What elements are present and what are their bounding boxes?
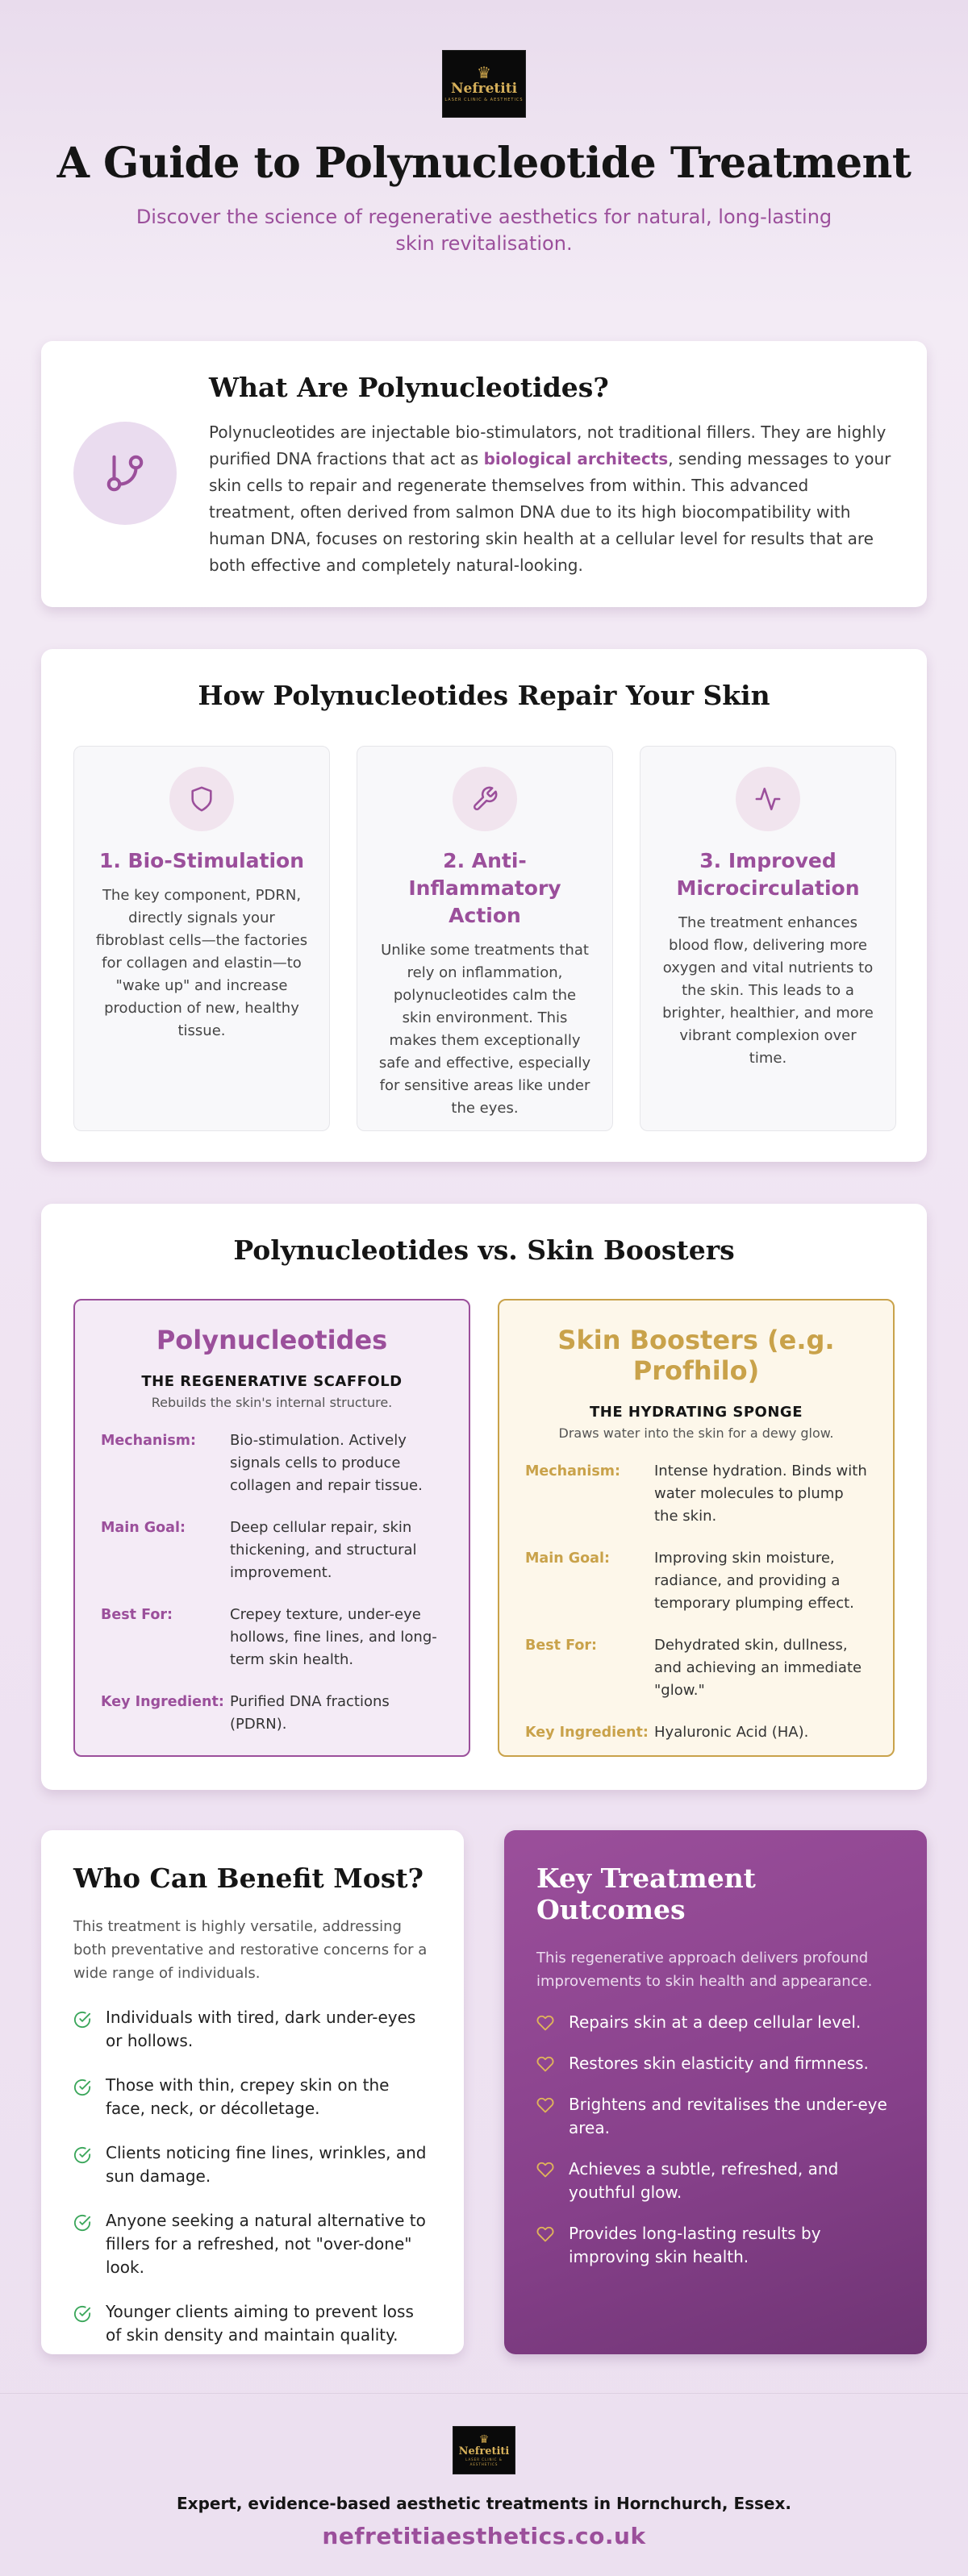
what-text: Polynucleotides are injectable bio-stimulators, not traditional fillers. They are highly purified DNA fractions that act as biological architects, sending messages to your skin cells to repair and regenerate themselves from within. This advanced treatment, often derived from salmon DNA due to its high biocompatibility with human DNA, focuses on restoring skin health at a cellular level for results that are both effective and completely natural-looking.: [209, 422, 891, 575]
check-circle-icon: [73, 2214, 91, 2232]
outcomes-heading: Key Treatment Outcomes: [536, 1862, 756, 1925]
column-tag-sub: Rebuilds the skin's internal structure.: [151, 1395, 393, 1410]
row-value: Purified DNA fractions (PDRN).: [230, 1693, 390, 1733]
row-value: Bio-stimulation. Actively signals cells to produce collagen and repair tissue.: [230, 1432, 423, 1494]
column-tag-sub: Draws water into the skin for a dewy glow.: [558, 1425, 834, 1441]
comparison-row: [525, 1460, 867, 1528]
list-item: [73, 2141, 432, 2188]
list-item: [536, 2222, 895, 2269]
comparison-row: [101, 1429, 443, 1497]
heart-icon: [536, 2055, 554, 2073]
benefit-text: Younger clients aiming to prevent loss of skin density and maintain quality.: [106, 2302, 414, 2345]
pulse-icon: [736, 767, 800, 831]
row-label: Main Goal:: [525, 1550, 610, 1567]
page-title: A Guide to Polynucleotide Treatment: [56, 139, 912, 188]
list-item: [73, 2209, 432, 2279]
list-item: [536, 2011, 895, 2034]
row-label: Best For:: [101, 1607, 173, 1623]
row-value: Deep cellular repair, skin thickening, and structural improvement.: [230, 1519, 417, 1581]
logo-text: Nefretiti: [450, 81, 518, 97]
column-tag: THE HYDRATING SPONGE: [589, 1404, 803, 1421]
row-label: Best For:: [525, 1638, 597, 1654]
list-item: [73, 2006, 432, 2053]
what-are-card: [41, 341, 927, 607]
shield-icon: [169, 767, 234, 831]
page-subtitle: Discover the science of regenerative aesthetics for natural, long-lasting skin revitalisation.: [136, 206, 832, 255]
row-label: Key Ingredient:: [101, 1694, 224, 1710]
column-tag: THE REGENERATIVE SCAFFOLD: [141, 1373, 403, 1390]
what-heading: What Are Polynucleotides?: [209, 372, 609, 403]
list-item: [73, 2300, 432, 2347]
benefit-text: Anyone seeking a natural alternative to fillers for a refreshed, not "over-done" look.: [106, 2211, 426, 2277]
row-value: Crepey texture, under-eye hollows, fine lines, and long-term skin health.: [230, 1606, 437, 1668]
benefit-text: Individuals with tired, dark under-eyes or hollows.: [106, 2008, 416, 2050]
heart-icon: [536, 2161, 554, 2179]
column-title: Polynucleotides: [156, 1325, 388, 1355]
who-heading: Who Can Benefit Most?: [73, 1862, 424, 1894]
step-text: The key component, PDRN, directly signals your fibroblast cells—the factories for collagen and elastin—to "wake up" and increase production of new, healthy tissue.: [95, 887, 308, 1039]
highlight-text: biological architects: [483, 449, 669, 468]
check-circle-icon: [73, 2079, 91, 2096]
benefit-text: Clients noticing fine lines, wrinkles, and sun damage.: [106, 2143, 427, 2186]
who-intro: This treatment is highly versatile, addressing both preventative and restorative concerns for a wide range of individuals.: [73, 1918, 428, 1982]
comparison-row: [525, 1547, 867, 1615]
step-text: Unlike some treatments that rely on inflammation, polynucleotides calm the skin environment. This makes them exceptionally safe and effective, especially for sensitive areas like under the eyes.: [378, 942, 591, 1117]
row-value: Intense hydration. Binds with water molecules to plump the skin.: [654, 1463, 867, 1525]
step-title: 2. Anti-Inflammatory Action: [408, 849, 561, 927]
wrench-icon: [453, 767, 517, 831]
branch-icon: [73, 422, 177, 525]
comparison-row: [525, 1634, 867, 1702]
heart-icon: [536, 2014, 554, 2032]
polynucleotides-column: [73, 1299, 470, 1757]
header: [0, 0, 968, 290]
comparison-row: [101, 1517, 443, 1584]
outcome-text: Provides long-lasting results by improving skin health.: [569, 2224, 821, 2266]
comparison-heading: Polynucleotides vs. Skin Boosters: [233, 1234, 735, 1266]
outcomes-card: [504, 1830, 927, 2354]
row-label: Mechanism:: [525, 1463, 621, 1479]
skin-boosters-column: [498, 1299, 895, 1757]
step-title: 1. Bio-Stimulation: [98, 849, 305, 872]
heart-icon: [536, 2096, 554, 2114]
outcome-text: Restores skin elasticity and firmness.: [569, 2054, 869, 2073]
row-value: Dehydrated skin, dullness, and achieving an immediate "glow.": [654, 1637, 862, 1699]
how-heading: How Polynucleotides Repair Your Skin: [198, 680, 770, 711]
check-circle-icon: [73, 2305, 91, 2323]
step-microcirculation: [640, 746, 896, 1131]
comparison-row: [101, 1691, 443, 1736]
check-circle-icon: [73, 2011, 91, 2029]
outcome-text: Repairs skin at a deep cellular level.: [569, 2012, 862, 2032]
list-item: [536, 2052, 895, 2075]
column-title: Skin Boosters (e.g. Profhilo): [557, 1325, 835, 1386]
how-card: [41, 649, 927, 1162]
row-value: Improving skin moisture, radiance, and providing a temporary plumping effect.: [654, 1550, 854, 1612]
row-value: Hyaluronic Acid (HA).: [654, 1724, 809, 1741]
row-label: Main Goal:: [101, 1520, 186, 1536]
website-link[interactable]: nefretitiaesthetics.co.uk: [322, 2523, 646, 2549]
footer: [0, 2393, 968, 2576]
check-circle-icon: [73, 2146, 91, 2164]
crown-icon: ♛: [478, 2432, 490, 2446]
row-label: Key Ingredient:: [525, 1725, 649, 1741]
benefit-text: Those with thin, crepey skin on the face, neck, or décolletage.: [106, 2075, 390, 2118]
outcome-text: Achieves a subtle, refreshed, and youthful glow.: [569, 2159, 839, 2202]
footer-tagline: Expert, evidence-based aesthetic treatments in Hornchurch, Essex.: [177, 2494, 791, 2513]
who-benefits-card: [41, 1830, 464, 2354]
comparison-row: [525, 1721, 867, 1744]
outcome-text: Brightens and revitalises the under-eye area.: [569, 2095, 887, 2137]
list-item: [73, 2074, 432, 2120]
list-item: [536, 2158, 895, 2204]
brand-logo: [442, 50, 526, 118]
comparison-row: [101, 1604, 443, 1671]
logo-subtext: LASER CLINIC & AESTHETICS: [465, 2457, 503, 2466]
row-label: Mechanism:: [101, 1433, 197, 1449]
logo-subtext: LASER CLINIC & AESTHETICS: [444, 98, 524, 102]
logo-text: Nefretiti: [458, 2445, 510, 2457]
list-item: [536, 2093, 895, 2140]
step-anti-inflammatory: [357, 746, 613, 1131]
crown-icon: ♛: [477, 63, 491, 82]
comparison-card: [41, 1204, 927, 1790]
step-title: 3. Improved Microcirculation: [676, 849, 860, 900]
footer-logo: [453, 2426, 515, 2474]
step-text: The treatment enhances blood flow, delivering more oxygen and vital nutrients to the skin. This leads to a brighter, healthier, and more vibrant complexion over time.: [662, 914, 874, 1067]
step-bio-stimulation: [73, 746, 330, 1131]
heart-icon: [536, 2225, 554, 2243]
outcomes-intro: This regenerative approach delivers profound improvements to skin health and appearance.: [536, 1950, 873, 1990]
